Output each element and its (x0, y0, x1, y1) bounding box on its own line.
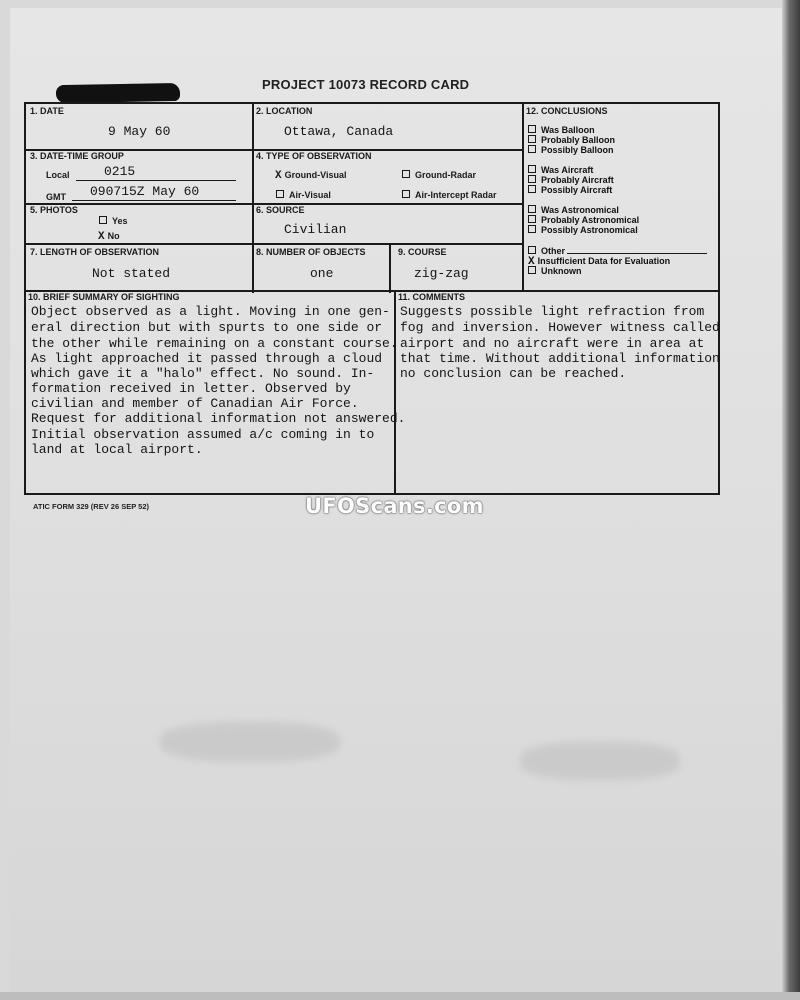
conclusion-label: Probably Astronomical (541, 215, 640, 225)
conclusion-probably-aircraft (528, 175, 718, 185)
checkbox-icon (528, 165, 536, 173)
type-obs-label: 4. TYPE OF OBSERVATION (256, 151, 372, 161)
checkbox-icon (528, 125, 536, 133)
course-label: 9. COURSE (398, 247, 447, 257)
checkbox-icon (402, 190, 410, 198)
photos-yes-label: Yes (112, 216, 128, 226)
card-title: PROJECT 10073 RECORD CARD (262, 77, 470, 92)
summary-label: 10. BRIEF SUMMARY OF SIGHTING (28, 292, 180, 302)
conclusion-insufficient-data (528, 256, 718, 266)
conclusion-possibly-astronomical (528, 225, 718, 235)
form-id: ATIC FORM 329 (REV 26 SEP 52) (33, 502, 150, 511)
conclusion-was-astronomical (528, 205, 718, 215)
location-value: Ottawa, Canada (284, 124, 394, 139)
gmt-value: 090715Z May 60 (90, 184, 200, 199)
scan-edge-shadow (782, 0, 800, 1000)
summary-line: land at local airport. (31, 442, 203, 457)
comment-line: that time. Without additional information (400, 351, 720, 366)
type-option-label: Air-Visual (289, 190, 331, 200)
photos-no (98, 231, 120, 243)
summary-line: eral direction but with spurts to one side or (31, 320, 383, 335)
length-label: 7. LENGTH OF OBSERVATION (30, 247, 160, 257)
conclusion-label: Possibly Aircraft (541, 185, 613, 195)
other-underline (567, 253, 707, 254)
gmt-label: GMT (46, 192, 66, 202)
conclusion-label: Unknown (541, 266, 582, 276)
comment-line: airport and no aircraft were in area at (400, 336, 705, 351)
checkbox-icon (99, 216, 107, 224)
conclusions-label: 12. CONCLUSIONS (526, 106, 608, 116)
conclusion-probably-astronomical (528, 215, 718, 225)
watermark: UFOScans.com (305, 494, 484, 518)
type-option-ground-radar (402, 170, 476, 180)
checkbox-icon (528, 215, 536, 223)
scan-smudge (160, 722, 340, 762)
summary-line: formation received in letter. Observed by (31, 381, 351, 396)
conclusion-label: Possibly Balloon (541, 145, 614, 155)
checkbox-icon (528, 145, 536, 153)
checkbox-icon (528, 266, 536, 274)
length-value: Not stated (92, 266, 171, 281)
gmt-underline (72, 200, 236, 201)
checkbox-icon (528, 246, 536, 254)
checkbox-icon (402, 170, 410, 178)
divider (389, 243, 391, 293)
conclusion-was-balloon (528, 125, 718, 135)
location-label: 2. LOCATION (256, 106, 313, 116)
local-label: Local (46, 170, 70, 180)
conclusion-unknown (528, 266, 718, 276)
num-objects-value: one (310, 266, 334, 281)
conclusion-label: Probably Aircraft (541, 175, 614, 185)
checkbox-icon (528, 205, 536, 213)
comment-line: no conclusion can be reached. (400, 366, 627, 381)
type-option-air-visual (276, 190, 331, 200)
date-value: 9 May 60 (108, 124, 171, 139)
course-value: zig-zag (414, 266, 469, 281)
redaction-mark (56, 83, 180, 103)
summary-line: Object observed as a light. Moving in one gen- (31, 304, 390, 319)
type-option-label: Ground-Radar (415, 170, 477, 180)
conclusion-label: Other (541, 246, 566, 256)
checkbox-icon (528, 225, 536, 233)
divider (522, 104, 524, 290)
checked-box-icon: X (528, 256, 535, 268)
conclusion-possibly-balloon (528, 145, 718, 155)
comments-label: 11. COMMENTS (398, 292, 466, 302)
source-label: 6. SOURCE (256, 205, 305, 215)
conclusion-label: Possibly Astronomical (541, 225, 638, 235)
conclusion-was-aircraft (528, 165, 718, 175)
conclusion-label: Was Balloon (541, 125, 595, 135)
divider (394, 290, 396, 495)
summary-line: Request for additional information not answered. (31, 411, 406, 426)
local-underline (76, 180, 236, 181)
checkbox-icon (528, 185, 536, 193)
scan-bottom-edge (0, 992, 800, 1000)
conclusion-label: Was Aircraft (541, 165, 594, 175)
date-label: 1. DATE (30, 106, 64, 116)
num-objects-label: 8. NUMBER OF OBJECTS (256, 247, 366, 257)
conclusion-possibly-aircraft (528, 185, 718, 195)
summary-line: the other while remaining on a constant course. (31, 336, 398, 351)
type-option-label: Ground-Visual (284, 170, 347, 180)
divider (26, 243, 522, 245)
conclusions-list (528, 125, 718, 276)
checkbox-icon (276, 190, 284, 198)
checked-box-icon: X (275, 170, 282, 182)
dtg-label: 3. DATE-TIME GROUP (30, 151, 124, 161)
summary-line: which gave it a "halo" effect. No sound. In- (31, 366, 375, 381)
photos-no-label: No (107, 231, 120, 241)
type-option-ground-visual (275, 170, 346, 182)
divider (252, 104, 254, 293)
type-option-label: Air-Intercept Radar (415, 190, 497, 200)
summary-line: As light approached it passed through a cloud (31, 351, 383, 366)
checkbox-icon (528, 135, 536, 143)
photos-yes (99, 216, 128, 226)
comment-line: fog and inversion. However witness called (400, 320, 720, 335)
conclusion-label: Insufficient Data for Evaluation (537, 256, 671, 266)
conclusion-label: Was Astronomical (541, 205, 619, 215)
local-value: 0215 (104, 164, 136, 179)
photos-label: 5. PHOTOS (30, 205, 78, 215)
scan-smudge (520, 742, 680, 780)
source-value: Civilian (284, 222, 347, 237)
conclusion-other (528, 246, 718, 256)
checked-box-icon: X (98, 231, 105, 243)
conclusion-label: Probably Balloon (541, 135, 616, 145)
checkbox-icon (528, 175, 536, 183)
conclusion-probably-balloon (528, 135, 718, 145)
summary-line: civilian and member of Canadian Air Force. (31, 396, 359, 411)
comment-line: Suggests possible light refraction from (400, 304, 705, 319)
summary-line: Initial observation assumed a/c coming in to (31, 427, 375, 442)
type-option-air-intercept-radar (402, 190, 497, 200)
